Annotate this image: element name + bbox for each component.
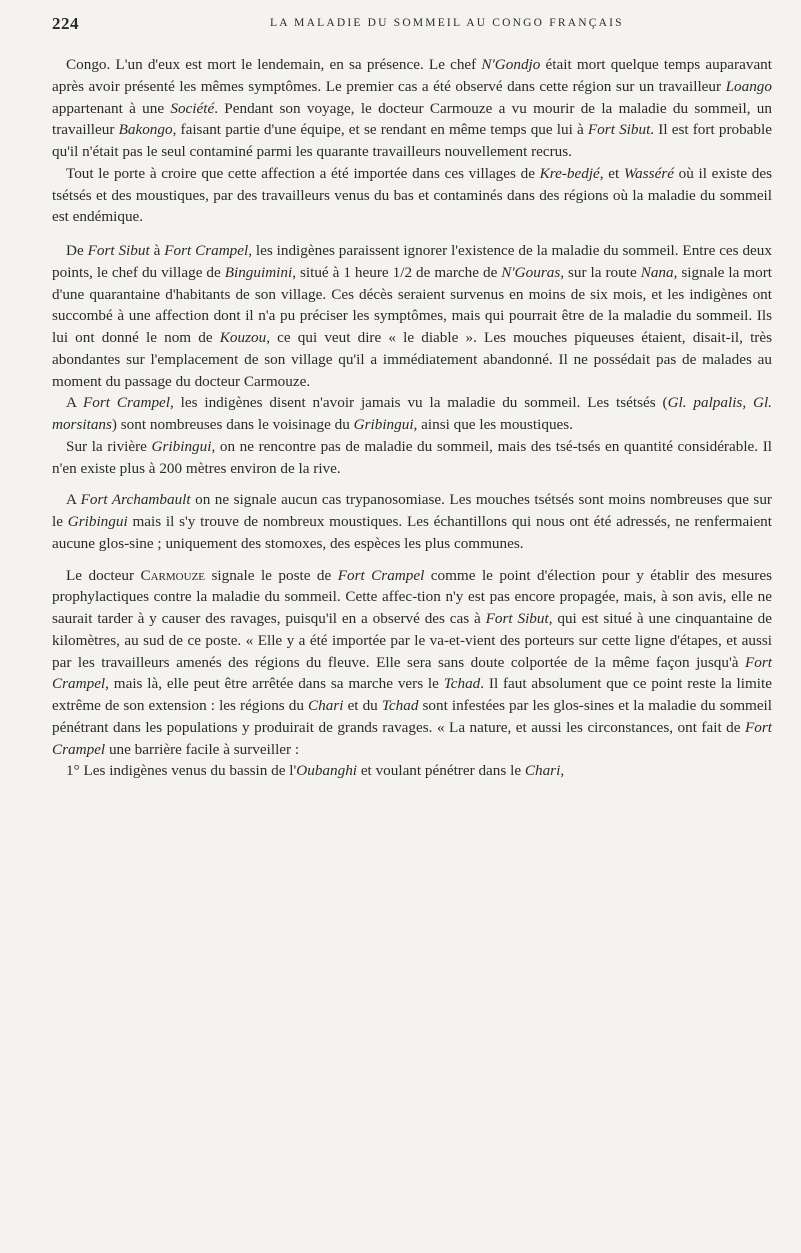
page-number: 224 [52,14,79,33]
text-run: signale le poste de [205,566,338,584]
text-run: , ainsi que les moustiques. [413,416,574,433]
italic-term: Binguimini [224,263,293,281]
text-run: on ne signale aucun cas trypanosomiase. Les mouches tsétsés sont moins nombreuses que sur le [52,491,772,530]
text-run: De [66,242,88,259]
paragraph [52,489,772,554]
italic-term: Chari [308,697,344,714]
text-run: 1° Les indigènes venus du bassin de l' [66,762,297,780]
text-run: Sur la rivière [66,437,152,455]
paragraph [52,760,772,782]
italic-term: Fort Crampel [82,394,170,412]
text-run: , les indigènes disent n'avoir jamais vu la maladie du sommeil. Les tsétsés ( [170,394,668,412]
italic-term: Kouzou [219,329,267,346]
italic-term: N'Gondjo [481,56,541,73]
author-name: Carmouze [140,566,206,584]
text-run: , signale la mort d'une quarantaine d'habitants de son village. Ces décès seraient survenus en moins de six mois, et les indigènes ont succombé à une affection dont il n'a pu préciser les symptômes, mais qui pourrait être de la maladie du sommeil. Ils lui ont donné le nom de [52,263,772,346]
italic-term: Fort Crampel [52,653,772,693]
italic-term: Gl. palpalis, Gl. morsitans [52,394,772,433]
italic-term: Oubanghi [296,762,358,780]
text-run: . Il est fort probable qu'il n'était pas le seul contaminé parmi les quarante travailleurs nouvellement recrus. [52,121,772,160]
text-run: . Pendant son voyage, le docteur Carmouze a vu mourir de la maladie du sommeil, un travailleur [52,99,772,139]
paragraph [52,54,772,163]
italic-term: Tchad [443,675,481,693]
text-run: , mais là, elle peut être arrêtée dans sa marche vers le [105,675,444,693]
italic-term: Fort Crampel [52,718,772,758]
text-run: , et [599,164,624,182]
italic-term: Fort Archambault [80,491,191,509]
italic-term: Fort Crampel [164,242,249,259]
paragraph [52,240,772,392]
text-run: Le docteur [66,566,141,584]
paragraph [52,565,772,761]
text-run: et du [343,697,382,714]
body-text [52,54,772,782]
italic-term: Chari [524,762,561,780]
italic-term: Gribingui [67,513,128,530]
text-run: , ce qui veut dire « le diable ». Les mouches piqueuses étaient, disait-il, très abondantes sur l'emplacement de son village qu'il a immédiatement abandonné. Il ne possédait pas de malades au moment du passage du docteur Carmouze. [52,329,772,390]
text-run: , les indigènes paraissent ignorer l'existence de la maladie du sommeil. Entre ces deux points, le chef du village de [52,242,772,281]
running-head: LA MALADIE DU SOMMEIL AU CONGO FRANÇAIS [270,17,624,29]
italic-term: Bakongo [118,121,173,139]
text-run: et voulant pénétrer dans le [357,762,525,780]
text-run: , [560,762,565,780]
text-run: comme le point d'élection pour y établir des mesures prophylactiques contre la maladie du sommeil. Cette affec-tion n'y est pas encore propagée, mais, à son avis, elle ne saurait tarder à y causer des ravages, puisqu'il en a observé des cas à [52,566,772,627]
text-run: ) sont nombreuses dans le voisinage du [111,416,354,433]
paragraph [52,392,772,436]
italic-term: Société [170,99,215,117]
italic-term: Tchad [381,697,419,714]
text-run: Tout le porte à croire que cette affection a été importée dans ces villages de [66,164,540,182]
text-run: mais il s'y trouve de nombreux moustiques. Les échantillons qui nous ont été adressés, ne renfermaient aucune glos-sine ; uniquement des stomoxes, des espèces les plus communes. [52,513,772,552]
text-run: , situé à 1 heure 1/2 de marche de [292,263,502,281]
paragraph [52,163,772,228]
text-run: sont infestées par les glos-sines et la maladie du sommeil pénétrant dans les populations y produirait de grands ravages. « La nature, et aussi les circonstances, ont fait de [52,697,772,736]
paragraph [52,436,772,480]
text-run: à [149,242,165,259]
text-run: A [66,491,81,509]
text-run: , faisant partie d'une équipe, et se rendant en même temps que lui à [172,121,588,139]
italic-term: Wasséré [623,164,674,182]
italic-term: Gribingui [353,416,414,433]
text-run: une barrière facile à surveiller : [105,740,300,758]
page-header [52,14,772,38]
text-run: appartenant à une [52,99,171,117]
italic-term: Fort Sibut [87,242,150,259]
text-run: , on ne rencontre pas de maladie du sommeil, mais des tsé-tsés en quantité considérable. Il n'en existe plus à 200 mètres environ de la rive. [52,437,772,477]
italic-term: Nana [640,263,674,281]
italic-term: Fort Sibut [485,610,549,627]
text-run: . Il faut absolument que ce point reste la limite extrême de son extension : les régions du [52,675,772,714]
italic-term: Kre-bedjé [539,164,600,182]
italic-term: Fort Crampel [337,566,425,584]
text-run: où il existe des tsétsés et des moustiques, par des travailleurs venus du bas et contaminés dans des régions où la maladie du sommeil est endémique. [52,164,773,226]
text-run: A [66,394,83,412]
italic-term: Gribingui [151,437,212,455]
italic-term: Fort Sibut [587,121,651,139]
text-run: était mort quelque temps auparavant après avoir présenté les mêmes symptômes. Le premier cas a été observé dans cette région sur un travailleur [52,56,772,95]
italic-term: Loango [725,77,772,95]
text-run: Congo. L'un d'eux est mort le lendemain, en sa présence. Le chef [66,56,482,73]
italic-term: N'Gouras [501,263,561,281]
text-run: , sur la route [560,263,641,281]
text-run: , qui est situé à une cinquantaine de kilomètres, au sud de ce poste. « Elle y a été importée par le va-et-vient des porteurs sur cette ligne d'étapes, et aussi par les travailleurs amenés des régions du fleuve. Elle sera sans doute colportée de la même façon jusqu'à [52,610,772,671]
